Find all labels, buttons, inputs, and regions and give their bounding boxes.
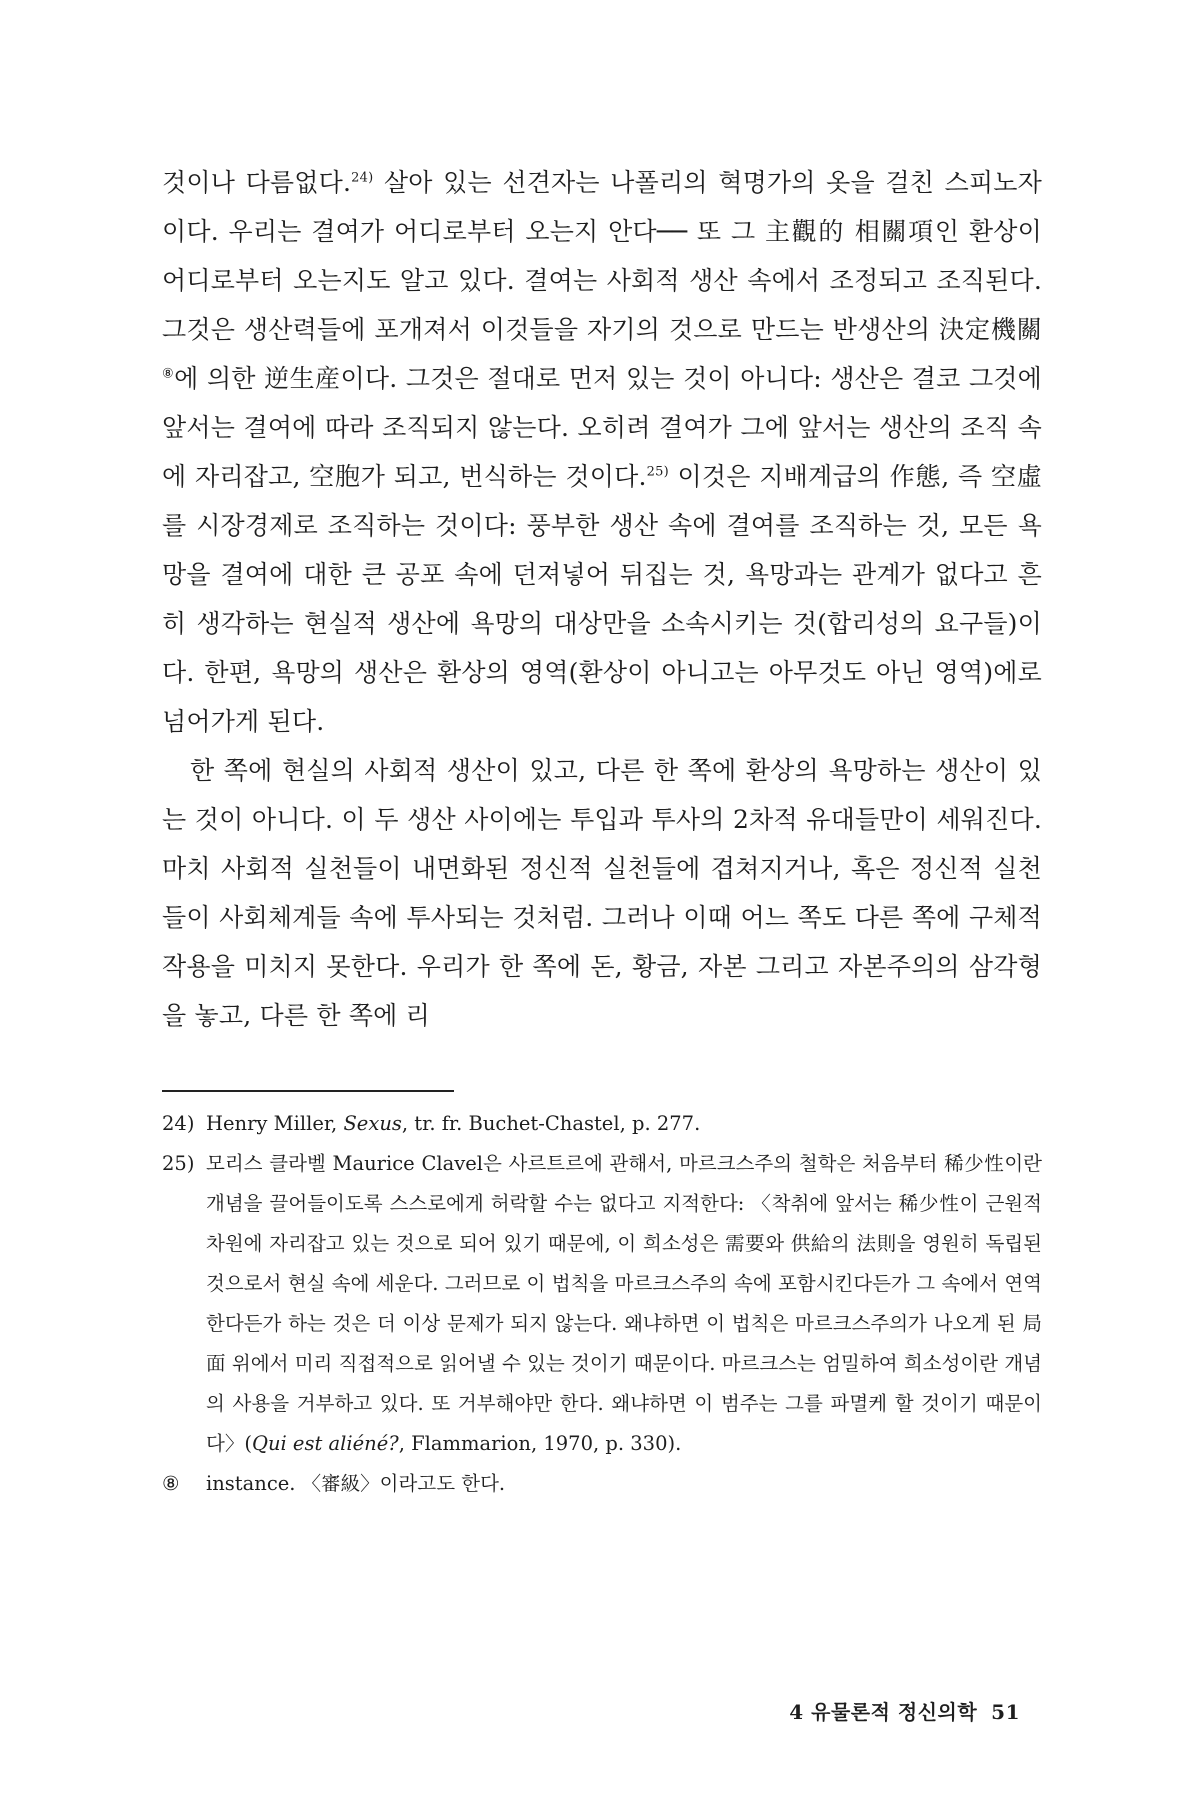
text-run: 에 의한 逆生産이다. 그것은 절대로 먼저 있는 것이 아니다: 생산은 결코 그것에 앞서는 결여에 따라 조직되지 않는다. 오히려 결여가 그에 앞서는 생산의 조직 속에 자리잡고, 空胞가 되고, 번식하는 것이다. <box>162 364 1042 491</box>
paragraph-1 <box>162 158 1042 746</box>
footnote-divider <box>162 1090 454 1092</box>
footnote-number: ⑧ <box>162 1472 180 1495</box>
text-run: 것이나 다름없다. <box>162 168 352 197</box>
footnote-25 <box>162 1144 1042 1464</box>
footnote-ref-25: 25) <box>646 464 669 480</box>
footnote-8 <box>162 1464 1042 1504</box>
footnote-text: instance. 〈審級〉이라고도 한다. <box>206 1472 506 1495</box>
footnote-text: Henry Miller, <box>206 1112 344 1135</box>
text-run: 살아 있는 선견자는 나폴리의 혁명가의 옷을 걸친 스피노자이다. 우리는 결여가 어디로부터 오는지 안다── 또 그 主觀的 相關項인 환상이 어디로부터 오는지도 알고 있다. 결여는 사회적 생산 속에서 조정되고 조직된다. 그것은 생산력들에 포개져서 이것들을 자기의 것으로 만드는 반생산의 決定機關 <box>162 168 1043 344</box>
footnote-ref-8: ⑧ <box>162 366 175 382</box>
body-text <box>162 158 1042 1040</box>
footnote-text: , Flammarion, 1970, p. 330). <box>398 1432 682 1455</box>
footnote-text: 모리스 클라벨 Maurice Clavel은 사르트르에 관해서, 마르크스주의 철학은 처음부터 稀少性이란 개념을 끌어들이도록 스스로에게 허락할 수는 없다고 지적한다: 〈착취에 앞서는 稀少性이 근원적 차원에 자리잡고 있는 것으로 되어 있기 때문에, 이 희소성은 需要와 供給의 法則을 영원히 독립된 것으로서 현실 속에 세운다. 그러므로 이 법칙을 마르크스주의 속에 포함시킨다든가 그 속에서 연역한다든가 하는 것은 더 이상 문제가 되지 않는다. 왜냐하면 이 법칙은 마르크스주의가 나오게 된 局面 위에서 미리 직접적으로 읽어낼 수 있는 것이기 때문이다. 마르크스는 엄밀하여 희소성이란 개념의 사용을 거부하고 있다. 또 거부해야만 한다. 왜냐하면 이 범주는 그를 파멸케 할 것이기 때문이다〉( <box>206 1152 1042 1455</box>
text-run: 이것은 지배계급의 作態, 즉 空虛를 시장경제로 조직하는 것이다: 풍부한 생산 속에 결여를 조직하는 것, 모든 욕망을 결여에 대한 큰 공포 속에 던져넣어 뒤집는 것, 욕망과는 관계가 없다고 흔히 생각하는 현실적 생산에 욕망의 대상만을 소속시키는 것(합리성의 요구들)이다. 한편, 욕망의 생산은 환상의 영역(환상이 아니고는 아무것도 아닌 영역)에로 넘어가게 된다. <box>162 462 1043 736</box>
footnote-number: 24) <box>162 1112 195 1135</box>
footnotes <box>162 1104 1042 1504</box>
book-title: Qui est aliéné? <box>251 1432 399 1455</box>
book-title: Sexus <box>343 1112 402 1135</box>
page-number: 51 <box>991 1700 1020 1724</box>
footnote-text: , tr. fr. Buchet-Chastel, p. 277. <box>401 1112 701 1135</box>
paragraph-2: 한 쪽에 현실의 사회적 생산이 있고, 다른 한 쪽에 환상의 욕망하는 생산이 있는 것이 아니다. 이 두 생산 사이에는 투입과 투사의 2차적 유대들만이 세워진다. 마치 사회적 실천들이 내면화된 정신적 실천들에 겹쳐지거나, 혹은 정신적 실천들이 사회체계들 속에 투사되는 것처럼. 그러나 이때 어느 쪽도 다른 쪽에 구체적 작용을 미치지 못한다. 우리가 한 쪽에 돈, 황금, 자본 그리고 자본주의의 삼각형을 놓고, 다른 한 쪽에 리 <box>162 756 1042 1030</box>
chapter-title: 4 유물론적 정신의학 <box>789 1700 978 1724</box>
running-footer <box>789 1696 1020 1725</box>
footnote-24 <box>162 1104 1042 1144</box>
footnote-ref-24: 24) <box>351 170 374 186</box>
footnote-number: 25) <box>162 1152 195 1175</box>
